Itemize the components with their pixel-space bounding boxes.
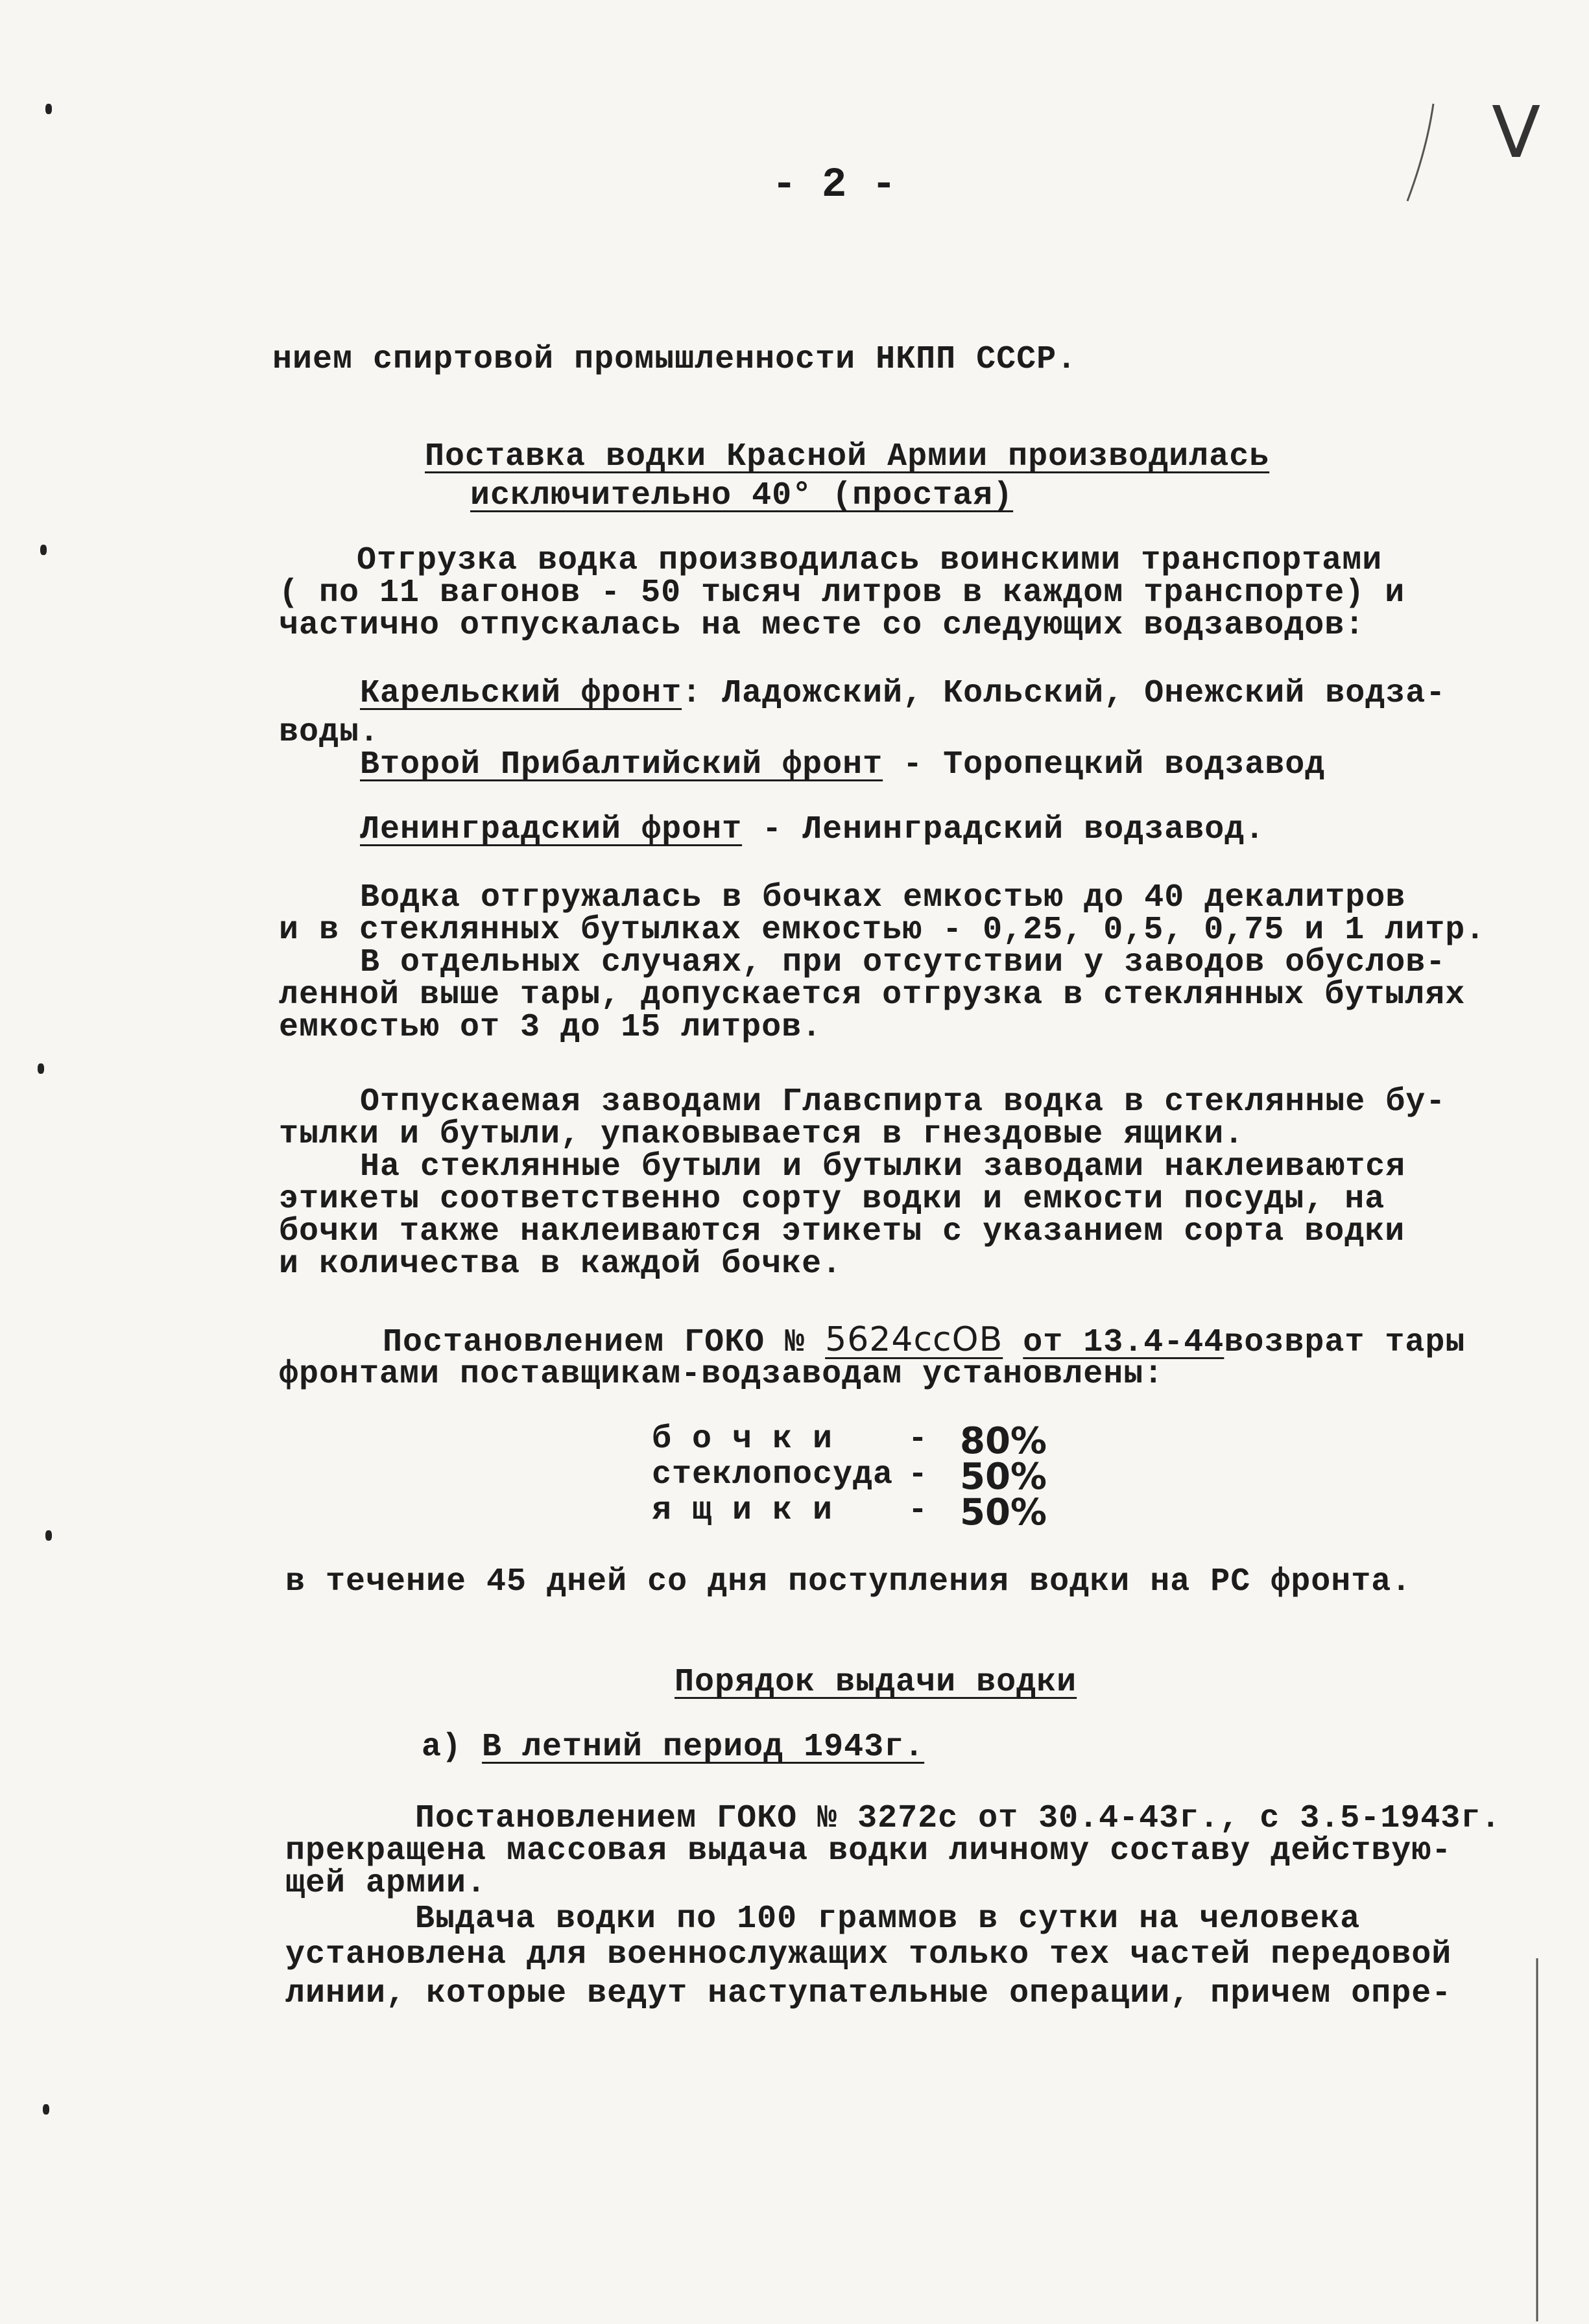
binder-hole-mark (38, 1063, 44, 1074)
para2-line: Водка отгружалась в бочках емкостью до 40 декалитров (360, 879, 1406, 916)
para2-line: ленной выше тары, допускается отгрузка в стеклянных бутылях (279, 977, 1466, 1014)
container-dash: - (908, 1456, 929, 1493)
leningrad-front-row (360, 811, 1265, 848)
baltic-front-label: Второй Прибалтийский фронт (360, 746, 883, 783)
leningrad-front-label: Ленинградский фронт (360, 811, 743, 848)
para4-line2: фронтами поставщикам-водзаводам установлены: (279, 1356, 1164, 1393)
para5-line: щей армии. (285, 1865, 487, 1902)
para3-line: Отпускаемая заводами Главспирта водка в стеклянные бу- (360, 1084, 1446, 1120)
binder-hole-mark (40, 545, 47, 555)
para2-line: В отдельных случаях, при отсутствии у заводов обуслов- (360, 944, 1446, 981)
subheading-label: В летний период 1943г. (482, 1729, 925, 1766)
page-number: - 2 - (772, 162, 897, 209)
karelian-front-text: : Ладожский, Кольский, Онежский водза- (682, 675, 1446, 712)
binder-hole-mark (45, 1530, 52, 1541)
intro-line: нием спиртовой промышленности НКПП СССР. (272, 341, 1077, 378)
para1-line: Отгрузка водка производилась воинскими транспортами (357, 542, 1383, 579)
para5-line: линии, которые ведут наступательные операции, причем опре- (285, 1975, 1452, 2012)
margin-pencil-stroke (1394, 97, 1446, 208)
heading-supply-line2: исключительно 40° (простая) (470, 477, 1014, 514)
para2-line: и в стеклянных бутылках емкостью - 0,25, 0,5, 0,75 и 1 литр. (279, 912, 1486, 949)
return-deadline: в течение 45 дней со дня поступления водки на РС фронта. (285, 1563, 1412, 1600)
para3-line: бочки также наклеиваются этикеты с указанием сорта водки (279, 1213, 1405, 1250)
leningrad-front-text: - Ленинградский водзавод. (742, 811, 1265, 848)
para3-line: тылки и бутыли, упаковывается в гнездовые ящики. (279, 1116, 1245, 1153)
container-name: б о ч к и (652, 1421, 833, 1458)
container-dash: - (908, 1492, 929, 1529)
heading-supply-line1: Поставка водки Красной Армии производилась (425, 438, 1270, 475)
para5-line: установлена для военнослужащих только тех частей передовой (285, 1936, 1452, 1973)
decree-number: 5624ссОВ (825, 1320, 1003, 1359)
karelian-front-label: Карельский фронт (360, 675, 682, 712)
karelian-front-row (360, 675, 1446, 712)
para3-line: На стеклянные бутыли и бутылки заводами наклеиваются (360, 1148, 1406, 1185)
para5-line: прекращена массовая выдача водки личному составу действую- (285, 1832, 1452, 1869)
karelian-front-cont: воды. (279, 714, 380, 751)
container-row (652, 1492, 833, 1529)
container-percent: 50% (960, 1456, 1047, 1498)
subheading-prefix: а) (422, 1729, 483, 1766)
para3-line: и количества в каждой бочке. (279, 1246, 842, 1283)
container-percent: 80% (960, 1420, 1047, 1462)
container-name: я щ и к и (652, 1492, 833, 1529)
para2-line: емкостью от 3 до 15 литров. (279, 1009, 822, 1046)
para5-line: Постановлением ГОКО № 3272с от 30.4-43г., с 3.5-1943г. (415, 1800, 1501, 1837)
para1-line: частично отпускалась на месте со следующих водзаводов: (279, 607, 1365, 644)
decree-date: от 13.4-44 (1023, 1324, 1225, 1361)
binder-hole-mark (43, 2104, 49, 2115)
para4-suffix: возврат тары (1224, 1324, 1466, 1361)
para3-line: этикеты соответственно сорту водки и емкости посуды, на (279, 1181, 1385, 1218)
container-percent: 50% (960, 1491, 1047, 1534)
margin-check-mark: V (1492, 91, 1541, 174)
baltic-front-text: - Торопецкий водзавод (883, 746, 1326, 783)
summer-period-subheading (422, 1731, 924, 1764)
para4-row (383, 1320, 1466, 1361)
baltic-front-row (360, 746, 1326, 783)
binder-hole-mark (45, 104, 52, 114)
container-row (652, 1456, 894, 1493)
para5-line: Выдача водки по 100 граммов в сутки на человека (415, 1901, 1361, 1938)
container-dash: - (908, 1421, 929, 1458)
container-row (652, 1423, 833, 1456)
container-name: стеклопосуда (652, 1456, 894, 1493)
para4-prefix: Постановлением ГОКО № (383, 1324, 806, 1361)
para1-line: ( по 11 вагонов - 50 тысяч литров в каждом транспорте) и (279, 575, 1405, 611)
paper-crease (1531, 1958, 1544, 2321)
heading-issue-order: Порядок выдачи водки (675, 1664, 1077, 1701)
